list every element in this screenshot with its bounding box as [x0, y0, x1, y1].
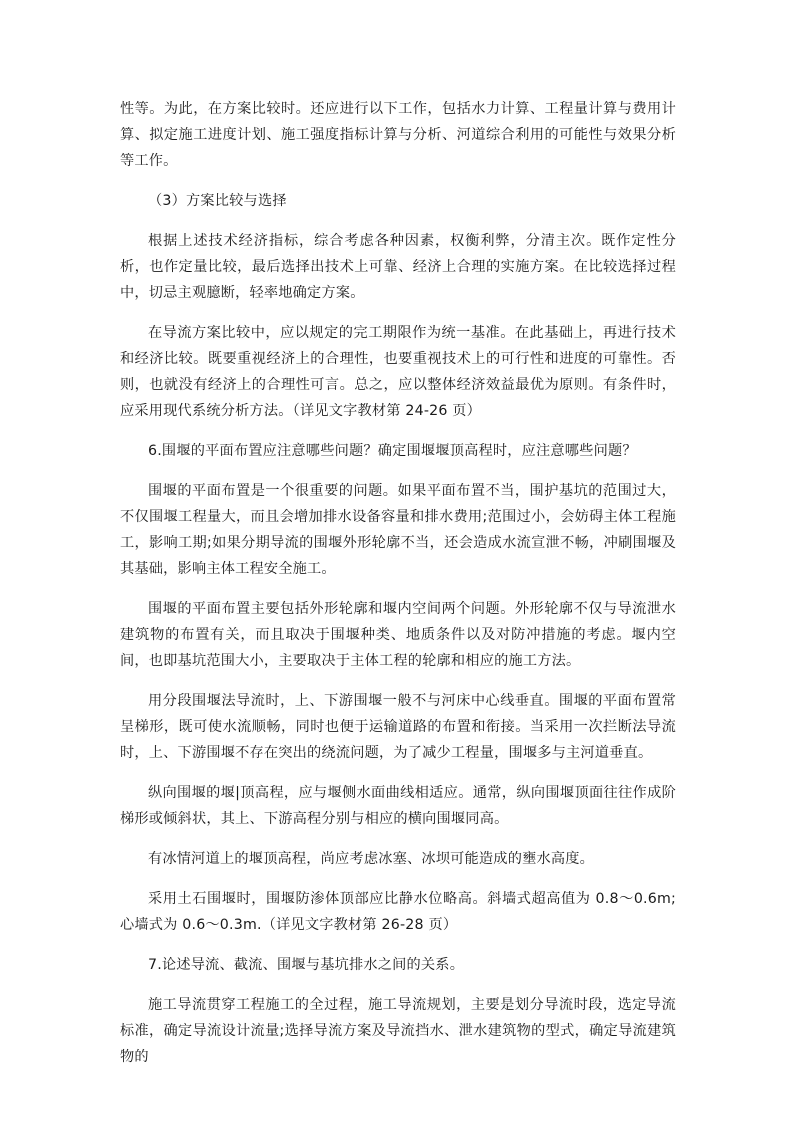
paragraph: 采用土石围堰时，围堰防渗体顶部应比静水位略高。斜墙式超高值为 0.8～0.6m;心墙式为 0.6～0.3m.（详见文字教材第 26-28 页） [120, 891, 676, 933]
question-heading-7: 7.论述导流、截流、围堰与基坑排水之间的关系。 [148, 957, 465, 973]
paragraph: 根据上述技术经济指标，综合考虑各种因素，权衡利弊，分清主次。既作定性分析，也作定量比较，最后选择出技术上可靠、经济上合理的实施方案。在比较选择过程中，切忌主观臆断，轻率地确定方案。 [120, 233, 676, 301]
section-heading-scheme-comparison: （3）方案比较与选择 [148, 193, 287, 209]
document-page [120, 96, 676, 1084]
question-heading-6: 6.围堰的平面布置应注意哪些问题？确定围堰堰顶高程时，应注意哪些问题？ [148, 443, 637, 459]
paragraph-continuation: 性等。为此，在方案比较时。还应进行以下工作，包括水力计算、工程量计算与费用计算、拟定施工进度计划、施工强度指标计算与分析、河道综合利用的可能性与效果分析等工作。 [120, 101, 676, 169]
paragraph: 纵向围堰的堰|顶高程，应与堰侧水面曲线相适应。通常，纵向围堰顶面往往作成阶梯形或倾斜状，其上、下游高程分别与相应的横向围堰同高。 [120, 785, 676, 827]
paragraph: 有冰情河道上的堰顶高程，尚应考虑冰塞、冰坝可能造成的壅水高度。 [148, 851, 595, 867]
paragraph: 围堰的平面布置主要包括外形轮廓和堰内空间两个问题。外形轮廓不仅与导流泄水建筑物的布置有关，而且取决于围堰种类、地质条件以及对防冲措施的考虑。堰内空间，也即基坑范围大小，主要取决于主体工程的轮廓和相应的施工方法。 [120, 601, 676, 669]
paragraph: 围堰的平面布置是一个很重要的问题。如果平面布置不当，围护基坑的范围过大，不仅围堰工程量大，而且会增加排水设备容量和排水费用;范围过小，会妨碍主体工程施工，影响工期;如果分期导流的围堰外形轮廓不当，还会造成水流宣泄不畅，冲刷围堰及其基础，影响主体工程安全施工。 [120, 483, 676, 577]
paragraph: 用分段围堰法导流时，上、下游围堰一般不与河床中心线垂直。围堰的平面布置常呈梯形，既可使水流顺畅，同时也便于运输道路的布置和衔接。当采用一次拦断法导流时，上、下游围堰不存在突出的绕流问题，为了减少工程量，围堰多与主河道垂直。 [120, 693, 676, 761]
paragraph: 施工导流贯穿工程施工的全过程，施工导流规划，主要是划分导流时段，选定导流标准，确定导流设计流量;选择导流方案及导流挡水、泄水建筑物的型式，确定导流建筑物的 [120, 997, 676, 1065]
paragraph: 在导流方案比较中，应以规定的完工期限作为统一基准。在此基础上，再进行技术和经济比较。既要重视经济上的合理性，也要重视技术上的可行性和进度的可靠性。否则，也就没有经济上的合理性可言。总之，应以整体经济效益最优为原则。有条件时，应采用现代系统分析方法。（详见文字教材第 24-26 页） [120, 325, 676, 419]
